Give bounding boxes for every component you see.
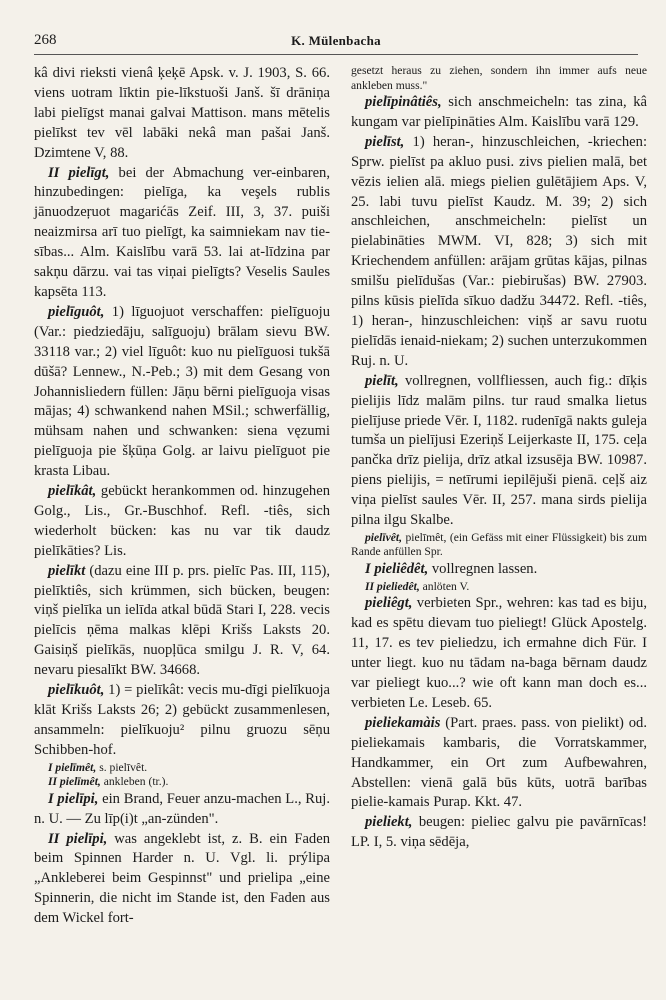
- entry-headword: II pielīmêt,: [48, 775, 101, 789]
- entry-text: anlöten V.: [419, 579, 470, 593]
- entry-headword: pielīpinâtiês,: [365, 94, 442, 110]
- dictionary-entry: [34, 164, 330, 303]
- dictionary-entry: [351, 813, 647, 853]
- dictionary-entry: [351, 531, 647, 560]
- entry-text: gebückt herankommen od. hinzugehen Golg., Lis., Gr.-Buschhof. Refl. -tiês, sich wiederholt bücken: kas nu var tik daudz pielīkāties? Lis.: [34, 483, 330, 559]
- entry-text: kâ divi rieksti vienâ ķeķē Apsk. v. J. 1903, S. 66. viens uotram līktin pie-līkstuoši Janš. šī drāniņa labi pielīgst manai galvai Mattison. mans mētelis pielīkst tev vēl labāki nekâ man pašai Janš. Dzimtene V, 88.: [34, 65, 330, 161]
- entry-text: (dazu eine III p. prs. pielīc Pas. III, 115), pielīktiês, sich krümmen, sich bücken, beugen: viņš pielīka un ielīda atkal būdā Stari I, 228. vecis pielīcis ņēma malkas klēpi Krišs Laksts 20. Gaisiņš pielīkās, nuopļūca smilgu J. R. V, 64. nevaru piesalīkt BW. 34668.: [34, 562, 330, 679]
- entry-headword: pieliekt,: [365, 814, 413, 831]
- dictionary-entry: [351, 372, 647, 531]
- page-header: [34, 32, 638, 55]
- entry-text: sich anschmeicheln: tas zina, kâ kungam var pielīpināties Alm. Kaislību varā 129.: [351, 94, 647, 130]
- entry-text: was angeklebt ist, z. B. ein Faden beim Spinnen Harder n. U. Vgl. li. prýlipa „Ankleberei beim Gespinnst" und prielipa „eine Spinnerin, die nicht im Stande ist, den Faden aus dem Wickel fort-: [34, 830, 330, 927]
- dictionary-entry: [34, 64, 330, 164]
- dictionary-entry: [34, 830, 330, 930]
- dictionary-entry: [351, 93, 647, 133]
- entry-text: 1) līguojuot verschaffen: pielīguoju (Var.: piedziedāju, salīguoju) brālam sievu BW. 33118 var.; 2) viel līguôt: kuo nu pielīguosi tukšā dūšā? Lennew., N.-Peb.; 3) mit dem Gesang von Johannisliedern füllen: Jāņu bērni pielīguoja visas mājas; 4) schwankend nahen MSil.; schwerfällig, mühsam nahen und schwanken: siena vęzumi pielīguoja pie šķūņa Golg. ar laivu pielīguot pie krasta Libau.: [34, 303, 330, 480]
- entry-text: vollregnen lassen.: [428, 560, 538, 577]
- entry-headword: pielīguôt,: [48, 303, 105, 320]
- entry-headword: II pielīgt,: [48, 164, 110, 181]
- dictionary-entry: [34, 681, 330, 761]
- dictionary-entry: [34, 303, 330, 482]
- entry-headword: pielīst,: [365, 133, 405, 150]
- entry-text: s. pielīvêt.: [96, 760, 148, 774]
- entry-text: beugen: pieliec galvu pie pavārnīcas! LP. I, 5. viņa sēdēja,: [351, 814, 647, 851]
- dictionary-entry: [351, 714, 647, 814]
- entry-text: ein Brand, Feuer anzu-machen L., Ruj. n. U. — Zu līp(i)t „an-zünden".: [34, 790, 330, 827]
- dictionary-entry: [34, 775, 330, 790]
- page-number: 268: [34, 32, 57, 48]
- dictionary-entry: [351, 580, 647, 595]
- dictionary-entry: [34, 761, 330, 776]
- entry-text: gesetzt heraus zu ziehen, sondern ihn immer aufs neue ankleben muss.": [351, 64, 647, 92]
- running-title: K. Mülenbacha: [291, 33, 381, 48]
- dictionary-entry: [34, 790, 330, 830]
- dictionary-entry: [351, 594, 647, 713]
- left-column: [34, 64, 330, 929]
- entry-headword: II pielīpi,: [48, 830, 108, 847]
- entry-text: bei der Abmachung ver-einbaren, hinzubedingen: pielīga, ka veşels rublis jānuodzeŗuot magarićās Zeif. III, 3, 37. puiši neaizmirsa arī tuo pielīgt, ka saimniekam nav tie-sības... Alm. Kaislību varā 53. lai at-līdzina par sakņu dārzu. vai tas viņai pielīgts? Veselis Saules kapsēta 113.: [34, 164, 330, 300]
- entry-text: pielīmêt, (ein Gefäss mit einer Flüssigkeit) bis zum Rande anfüllen Spr.: [351, 530, 647, 559]
- entry-text: vollregnen, vollfliessen, auch fig.: dīķis pielijis līdz malām pilns. tur raud smalka lietus pielījuse priede Vēr. I, 1182. rudenīgā nakts guleja tumša un pielījusi Ezeriņš Leijerkaste II, 175. ceļa pančka drīz pielija, drīz atkal izsusēja BW. 10987. piens pielijis, = netīrumi iepilējuši pienā. ceļš aiz viņa pielīst saules Vēr. II, 257. mana sirds pielija pilna ilgu Skalbe.: [351, 372, 647, 529]
- right-column: [351, 64, 647, 853]
- entry-text: ankleben (tr.).: [100, 775, 169, 789]
- entry-headword: pieliekamàis: [365, 714, 441, 731]
- entry-text: verbieten Spr., wehren: kas tad es biju, kad es spētu dievam tuo pieliegt! Glück Apostelg. 11, 17. es tev pieliedzu, ich ermahne dich Für. I unter liegt. kuo nu tādam na-baga bērnam daudz var pieliegt kuo...? wie oft kann man doch es... verbieten Le. Leseb. 65.: [351, 595, 647, 711]
- entry-headword: pielīvêt,: [365, 530, 403, 544]
- dictionary-entry: [34, 482, 330, 562]
- entry-headword: I pieliêdêt,: [365, 560, 429, 577]
- dictionary-entry: [351, 64, 647, 93]
- entry-headword: I pielīpi,: [48, 790, 99, 807]
- dictionary-entry: [34, 562, 330, 681]
- dictionary-entry: [351, 560, 647, 580]
- entry-headword: pielīkuôt,: [48, 682, 105, 699]
- entry-headword: pielīt,: [365, 372, 399, 389]
- entry-headword: pielīkât,: [48, 483, 97, 500]
- entry-headword: II pieliedêt,: [365, 579, 420, 593]
- entry-headword: pielīkt: [48, 562, 86, 579]
- entry-text: (Part. praes. pass. von pielikt) od. pieliekamais kambaris, die Vorratskammer, Handkammer, ein Ort zum Aufbewahren, Abstellen: vienā galā būs kūts, uotrā barības pielie-kamais Purap. Kkt. 47.: [351, 714, 647, 811]
- dictionary-entry: [351, 133, 647, 372]
- entry-headword: pieliêgt,: [365, 595, 413, 612]
- entry-headword: I pielīmêt,: [48, 760, 97, 774]
- entry-text: 1) heran-, hinzuschleichen, -kriechen: Sprw. pielīst pa akluo pusi. zivs pielien malā, bet vēzis ielien alā. miegs pielien gulētājiem Aps. V, 25. labi tuvu pielīst Kaudz. M. 39; 2) sich anschleichen, anschmeicheln: pielīst un pielabināties MWM. VI, 828; 3) sich mit Kriechendem anfüllen: arājam grūtas kājas, pilnas smilšu pielīdušas (Var.: piebirušas) BW. 27903. pilns kūsis pielīda sīkuo dadžu 34472. Refl. -tiês, 1) heran-, hinzuschleichen: viņš ar savu ruotu pielīdās ienaid-niekam; 2) suchen unterzukommen Ruj. n. U.: [351, 133, 647, 369]
- entry-text: 1) = pielīkât: vecis mu-dīgi pielīkuoja klāt Krišs Laksts 26; 2) gebückt zusammenlesen, ansammeln: pielīkuoju² pilnu gruozu sēņu Schibben-hof.: [34, 682, 330, 758]
